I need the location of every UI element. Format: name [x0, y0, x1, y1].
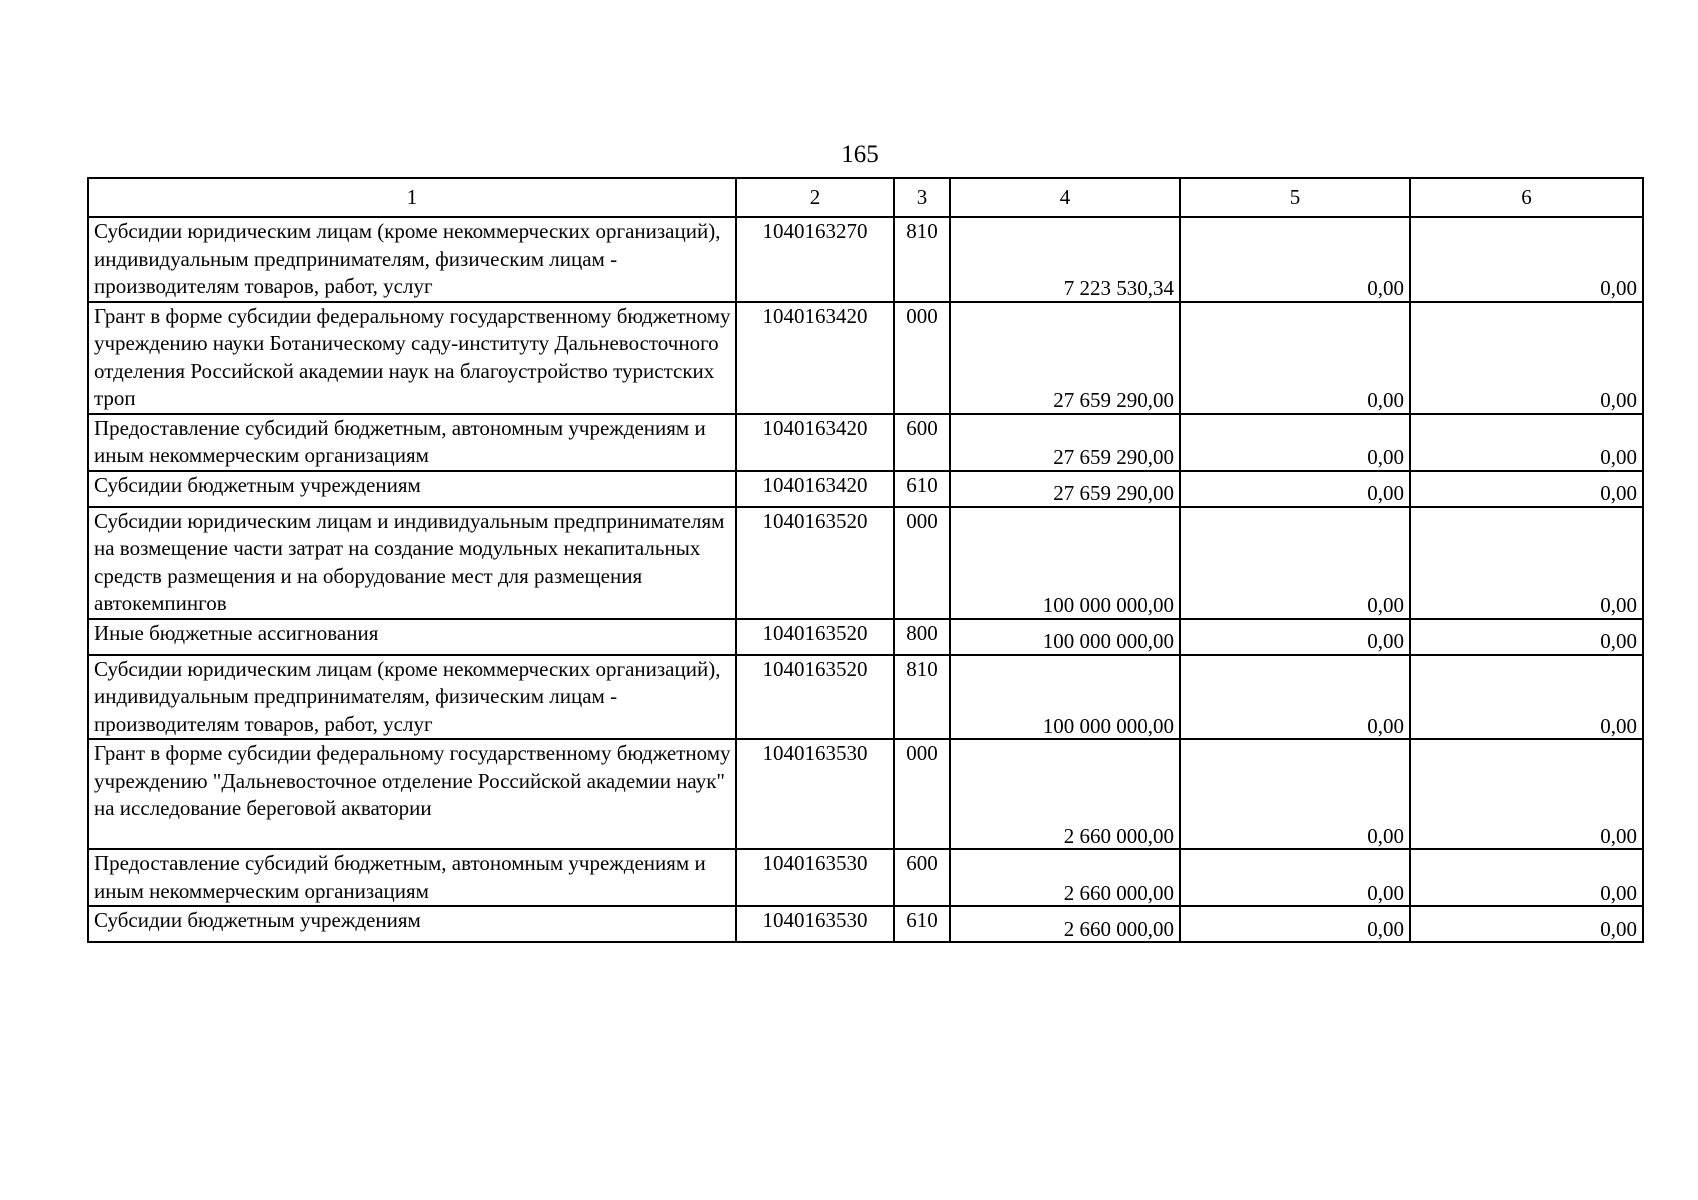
row-value-6-cell: [1410, 906, 1643, 942]
row-name-cell: Субсидии юридическим лицам и индивидуальным предпринимателям на возмещение части затрат на создание модульных некапитальных средств размещения и на оборудование мест для размещения автокемпингов: [88, 507, 736, 619]
row-value-6-cell: [1410, 619, 1643, 655]
row-value-4-cell: [950, 471, 1180, 507]
amount-value: 0,00: [1600, 713, 1637, 738]
amount-value: 2 660 000,00: [1063, 916, 1174, 941]
amount-value: 0,00: [1600, 593, 1637, 617]
column-number-row: [88, 178, 1643, 217]
row-value-6-cell: [1410, 655, 1643, 740]
amount-value: 0,00: [1600, 629, 1637, 653]
amount-value: 2 660 000,00: [1063, 880, 1174, 905]
row-expense-type-cell: 810: [894, 655, 950, 740]
column-header-3: 3: [894, 178, 950, 217]
page-number: 165: [841, 141, 879, 168]
row-value-5-cell: [1180, 217, 1410, 302]
amount-value: 2 660 000,00: [1063, 823, 1174, 848]
column-header-1: 1: [88, 178, 736, 217]
row-name-cell: Субсидии юридическим лицам (кроме некоммерческих организаций), индивидуальным предпринимателям, физическим лицам - производителям товаров, работ, услуг: [88, 217, 736, 302]
row-value-4-cell: [950, 849, 1180, 906]
amount-value: 27 659 290,00: [1053, 481, 1174, 505]
table-row: [88, 849, 1643, 906]
row-value-4-cell: [950, 619, 1180, 655]
row-name-cell: Грант в форме субсидии федеральному государственному бюджетному учреждению "Дальневосточное отделение Российской академии наук" на исследование береговой акватории: [88, 739, 736, 849]
row-code-cell: 1040163520: [736, 655, 894, 740]
amount-value: 0,00: [1600, 880, 1637, 905]
row-value-6-cell: [1410, 217, 1643, 302]
table-row: [88, 906, 1643, 942]
row-value-5-cell: [1180, 619, 1410, 655]
row-value-5-cell: [1180, 739, 1410, 849]
row-value-4-cell: [950, 507, 1180, 619]
row-value-6-cell: [1410, 507, 1643, 619]
row-name-cell: Иные бюджетные ассигнования: [88, 619, 736, 655]
amount-value: 0,00: [1367, 276, 1404, 300]
row-expense-type-cell: 600: [894, 414, 950, 471]
table-row: [88, 414, 1643, 471]
row-value-4-cell: [950, 302, 1180, 414]
row-expense-type-cell: 610: [894, 906, 950, 942]
amount-value: 0,00: [1367, 916, 1404, 941]
amount-value: 100 000 000,00: [1042, 713, 1174, 738]
row-value-6-cell: [1410, 302, 1643, 414]
row-expense-type-cell: 610: [894, 471, 950, 507]
row-value-5-cell: [1180, 507, 1410, 619]
row-value-4-cell: [950, 655, 1180, 740]
table-row: [88, 507, 1643, 619]
row-value-5-cell: [1180, 906, 1410, 942]
row-value-5-cell: [1180, 414, 1410, 471]
row-code-cell: 1040163530: [736, 849, 894, 906]
amount-value: 100 000 000,00: [1042, 629, 1174, 653]
amount-value: 0,00: [1367, 481, 1404, 505]
row-code-cell: 1040163520: [736, 507, 894, 619]
row-code-cell: 1040163530: [736, 739, 894, 849]
row-value-4-cell: [950, 414, 1180, 471]
row-value-6-cell: [1410, 739, 1643, 849]
row-value-6-cell: [1410, 471, 1643, 507]
row-expense-type-cell: 000: [894, 507, 950, 619]
row-expense-type-cell: 000: [894, 739, 950, 849]
row-code-cell: 1040163530: [736, 906, 894, 942]
column-header-2: 2: [736, 178, 894, 217]
row-name-cell: Субсидии юридическим лицам (кроме некоммерческих организаций), индивидуальным предпринимателям, физическим лицам - производителям товаров, работ, услуг: [88, 655, 736, 740]
amount-value: 0,00: [1367, 629, 1404, 653]
amount-value: 0,00: [1367, 713, 1404, 738]
row-code-cell: 1040163270: [736, 217, 894, 302]
amount-value: 0,00: [1367, 880, 1404, 905]
row-expense-type-cell: 800: [894, 619, 950, 655]
column-header-5: 5: [1180, 178, 1410, 217]
row-value-6-cell: [1410, 414, 1643, 471]
column-header-4: 4: [950, 178, 1180, 217]
row-value-5-cell: [1180, 471, 1410, 507]
amount-value: 0,00: [1367, 445, 1404, 469]
row-value-5-cell: [1180, 655, 1410, 740]
table-row: [88, 471, 1643, 507]
amount-value: 27 659 290,00: [1053, 388, 1174, 412]
row-value-5-cell: [1180, 849, 1410, 906]
table-row: [88, 217, 1643, 302]
table-row: [88, 302, 1643, 414]
amount-value: 0,00: [1600, 823, 1637, 848]
row-value-4-cell: [950, 739, 1180, 849]
amount-value: 7 223 530,34: [1063, 276, 1174, 300]
row-name-cell: Предоставление субсидий бюджетным, автономным учреждениям и иным некоммерческим организациям: [88, 414, 736, 471]
amount-value: 0,00: [1600, 276, 1637, 300]
table-row: [88, 655, 1643, 740]
amount-value: 27 659 290,00: [1053, 445, 1174, 469]
amount-value: 0,00: [1367, 388, 1404, 412]
row-name-cell: Субсидии бюджетным учреждениям: [88, 471, 736, 507]
amount-value: 0,00: [1600, 445, 1637, 469]
row-code-cell: 1040163420: [736, 302, 894, 414]
row-value-6-cell: [1410, 849, 1643, 906]
row-code-cell: 1040163420: [736, 471, 894, 507]
row-code-cell: 1040163520: [736, 619, 894, 655]
table-row: [88, 619, 1643, 655]
amount-value: 100 000 000,00: [1042, 593, 1174, 617]
amount-value: 0,00: [1600, 388, 1637, 412]
row-expense-type-cell: 810: [894, 217, 950, 302]
amount-value: 0,00: [1367, 823, 1404, 848]
budget-table: [87, 177, 1644, 943]
row-value-4-cell: [950, 906, 1180, 942]
row-expense-type-cell: 600: [894, 849, 950, 906]
row-expense-type-cell: 000: [894, 302, 950, 414]
column-header-6: 6: [1410, 178, 1643, 217]
row-code-cell: 1040163420: [736, 414, 894, 471]
row-name-cell: Субсидии бюджетным учреждениям: [88, 906, 736, 942]
amount-value: 0,00: [1367, 593, 1404, 617]
row-value-4-cell: [950, 217, 1180, 302]
row-value-5-cell: [1180, 302, 1410, 414]
table-row: [88, 739, 1643, 849]
row-name-cell: Предоставление субсидий бюджетным, автономным учреждениям и иным некоммерческим организациям: [88, 849, 736, 906]
amount-value: 0,00: [1600, 916, 1637, 941]
amount-value: 0,00: [1600, 481, 1637, 505]
row-name-cell: Грант в форме субсидии федеральному государственному бюджетному учреждению науки Ботаническому саду-институту Дальневосточного отделения Российской академии наук на благоустройство туристских троп: [88, 302, 736, 414]
